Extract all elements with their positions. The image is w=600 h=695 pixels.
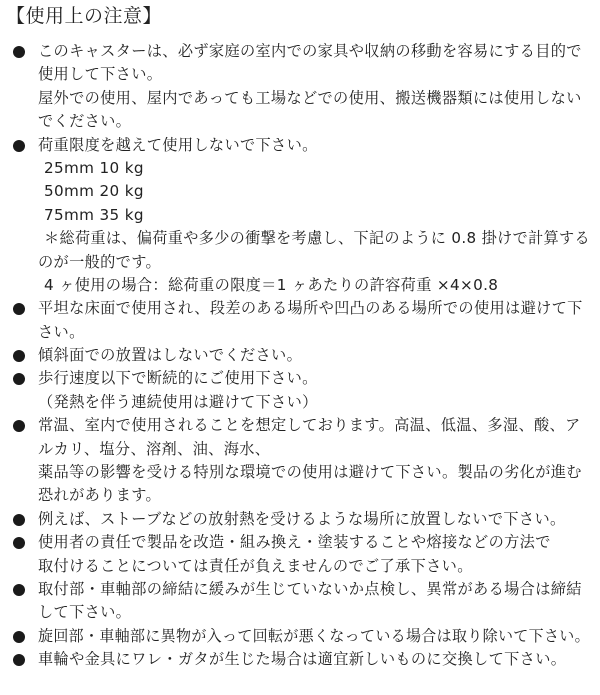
note-text: 取付けることについては責任が負えませんのでご了承下さい。 <box>38 556 473 575</box>
list-item <box>0 414 600 437</box>
list-item <box>0 601 600 624</box>
note-text: 使用して下さい。 <box>38 65 163 84</box>
bullet-icon <box>13 303 25 315</box>
list-item <box>0 391 600 414</box>
list-item <box>0 134 600 157</box>
list-item <box>0 297 600 320</box>
bullet-icon <box>13 537 25 549</box>
list-item <box>0 484 600 507</box>
note-text: 使用者の責任で製品を改造・組み換え・塗装することや熔接などの方法で <box>38 533 551 552</box>
note-text: 傾斜面での放置はしないでください。 <box>38 346 303 365</box>
note-text: 4 ヶ使用の場合：総荷重の限度＝1 ヶあたりの許容荷重 ×4×0.8 <box>44 275 499 294</box>
list-item <box>0 508 600 531</box>
list-item <box>0 321 600 344</box>
list-item <box>0 344 600 367</box>
note-text: のが一般的です。 <box>38 252 162 271</box>
note-text: 恐れがあります。 <box>38 486 162 505</box>
bullet-icon <box>13 654 25 666</box>
list-item <box>0 625 600 648</box>
list-item <box>0 578 600 601</box>
bullet-icon <box>13 584 25 596</box>
list-item <box>0 63 600 86</box>
list-item <box>0 87 600 110</box>
load-limit-25mm: 25mm 10 kg <box>44 158 144 177</box>
list-item <box>0 110 600 133</box>
list-item <box>0 204 600 227</box>
list-item <box>0 531 600 554</box>
bullet-icon <box>13 350 25 362</box>
note-text: 旋回部・車軸部に異物が入って回転が悪くなっている場合は取り除いて下さい。 <box>38 626 590 645</box>
note-text: 平坦な床面で使用され、段差のある場所や凹凸のある場所での使用は避けて下 <box>38 299 583 318</box>
list-item <box>0 274 600 297</box>
note-text: ルカリ、塩分、溶剤、油、海水、 <box>38 439 271 458</box>
list-item <box>0 555 600 578</box>
note-text: 歩行速度以下で断続的にご使用下さい。 <box>38 369 318 388</box>
note-text: 荷重限度を越えて使用しないで下さい。 <box>38 135 318 154</box>
bullet-icon <box>13 46 25 58</box>
note-text: 取付部・車軸部の締結に緩みが生じていないか点検し、異常がある場合は締結 <box>38 579 582 598</box>
list-item <box>0 251 600 274</box>
bullet-icon <box>13 373 25 385</box>
note-text: ＊総荷重は、偏荷重や多少の衝撃を考慮し、下記のように 0.8 掛けで計算する <box>44 229 590 248</box>
load-limit-75mm: 75mm 35 kg <box>44 205 144 224</box>
notes-list <box>0 40 600 672</box>
note-text: 薬品等の影響を受ける特別な環境での使用は避けて下さい。製品の劣化が進む <box>38 463 582 482</box>
note-text: 例えば、ストーブなどの放射熱を受けるような場所に放置しないで下さい。 <box>38 509 566 528</box>
note-text: このキャスターは、必ず家庭の室内での家具や収納の移動を容易にする目的で <box>38 42 582 60</box>
note-text: でください。 <box>38 112 132 131</box>
list-item <box>0 157 600 180</box>
note-text: 屋外での使用、屋内であっても工場などでの使用、搬送機器類には使用しない <box>38 88 582 107</box>
list-item <box>0 461 600 484</box>
list-item <box>0 438 600 461</box>
note-text: 車輪や金具にワレ・ガタが生じた場合は適宜新しいものに交換して下さい。 <box>38 650 567 669</box>
list-item <box>0 180 600 203</box>
list-item <box>0 367 600 390</box>
note-text: 常温、室内で使用されることを想定しております。高温、低温、多湿、酸、ア <box>38 416 581 435</box>
bullet-icon <box>13 140 25 152</box>
list-item <box>0 227 600 250</box>
bullet-icon <box>13 631 25 643</box>
note-text: して下さい。 <box>38 603 132 622</box>
list-item <box>0 40 600 63</box>
load-limit-50mm: 50mm 20 kg <box>44 182 144 201</box>
bullet-icon <box>13 420 25 432</box>
page-title: 【使用上の注意】 <box>6 5 163 27</box>
note-text: （発熱を伴う連続使用は避けて下さい） <box>38 392 318 411</box>
list-item <box>0 648 600 671</box>
note-text: さい。 <box>38 322 85 341</box>
bullet-icon <box>13 514 25 526</box>
